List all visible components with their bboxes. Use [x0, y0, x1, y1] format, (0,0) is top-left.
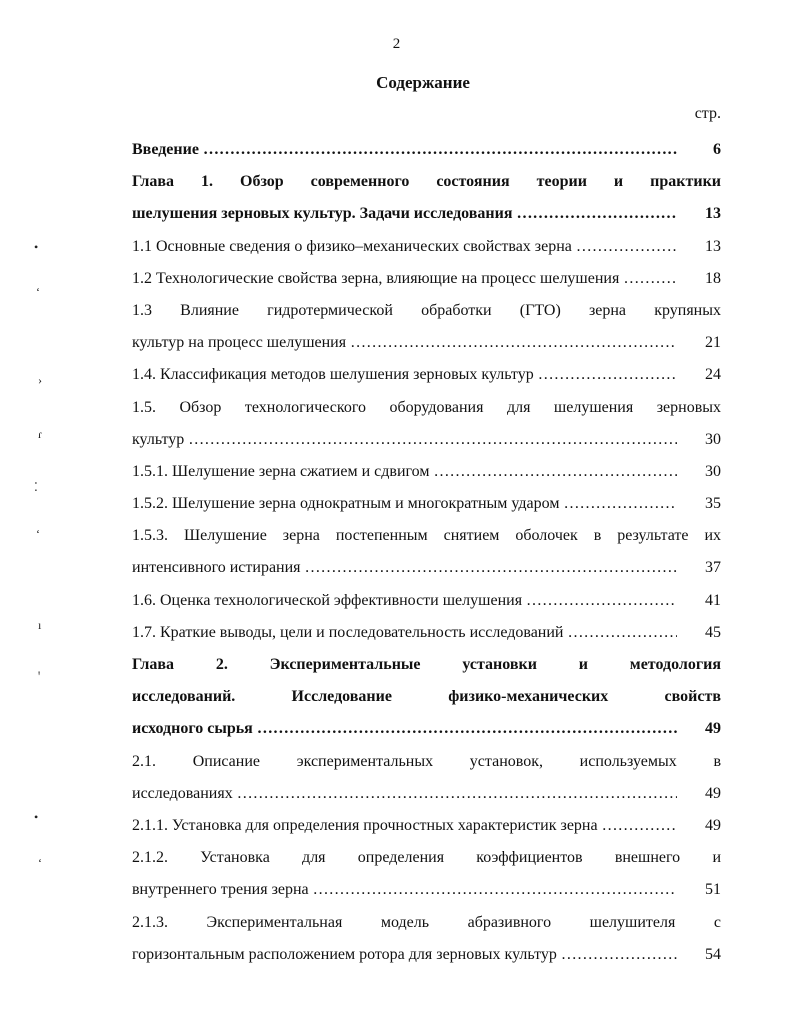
scan-speck: ‘ [36, 285, 40, 299]
toc-entry-text: 1.5.3. Шелушение зерна постепенным снятием оболочек в результате их [132, 527, 721, 545]
toc-entry-text: 1.5.2. Шелушение зерна однократным и многократным ударом …………………………………………………………………………………………………………………………………… [132, 488, 677, 520]
toc-line [132, 649, 721, 681]
toc-line [132, 778, 721, 810]
toc-line [132, 713, 721, 745]
table-of-contents [132, 134, 721, 971]
toc-entry-text: культур …………………………………………………………………………………………………………………………………… [132, 424, 677, 456]
toc-entry-text: Введение …………………………………………………………………………………………………………………………………… [132, 134, 677, 166]
toc-page-number: 49 [705, 784, 721, 802]
toc-entry-text: исследованиях …………………………………………………………………………………………………………………………………… [132, 778, 677, 810]
toc-entry-text: Глава 1. Обзор современного состояния теории и практики [132, 173, 721, 191]
toc-page-number: 49 [705, 816, 721, 834]
toc-page-number: 45 [705, 623, 721, 641]
toc-entry-text: 1.4. Классификация методов шелушения зерновых культур …………………………………………………………………………………………………………………………………… [132, 359, 677, 391]
toc-entry-text: 2.1. Описание экспериментальных установок, используемых в [132, 752, 721, 770]
toc-line [132, 681, 721, 713]
toc-line [132, 874, 721, 906]
toc-line [132, 231, 721, 263]
toc-entry-text: Глава 2. Экспериментальные установки и методология [132, 656, 721, 673]
toc-line [132, 520, 721, 552]
toc-page-number: 24 [705, 366, 721, 384]
toc-entry-text: интенсивного истирания …………………………………………………………………………………………………………………………………… [132, 552, 677, 584]
toc-entry-text: исходного сырья …………………………………………………………………………………………………………………………………… [132, 713, 677, 745]
page-title: Содержание [376, 73, 470, 92]
toc-line [132, 166, 721, 198]
toc-entry-text: исследований. Исследование физико-механических свойств [132, 688, 721, 706]
toc-line [132, 456, 721, 488]
toc-page-number: 13 [705, 237, 721, 255]
toc-entry-text: внутреннего трения зерна …………………………………………………………………………………………………………………………………… [132, 874, 677, 906]
toc-line [132, 359, 721, 391]
toc-line [132, 327, 721, 359]
toc-page-number: 49 [705, 720, 721, 738]
toc-page-number: 54 [705, 945, 721, 963]
toc-line [132, 424, 721, 456]
toc-page-number: 6 [713, 141, 721, 158]
toc-line [132, 295, 721, 327]
toc-entry-text: шелушения зерновых культур. Задачи исследования …………………………………………………………………………………………………………………………………… [132, 198, 677, 230]
toc-entry-text: 1.5. Обзор технологического оборудования для шелушения зерновых [132, 398, 721, 416]
toc-page-number: 41 [705, 591, 721, 609]
scan-speck: • [34, 240, 39, 254]
toc-line [132, 198, 721, 230]
scan-speck: ⁚ [34, 480, 38, 494]
toc-entry-text: 2.1.3. Экспериментальная модель абразивного шелушителя с [132, 913, 721, 931]
toc-page-number: 37 [705, 559, 721, 577]
toc-entry-text: горизонтальным расположением ротора для зерновых культур …………………………………………………………………………………………………………………………………… [132, 939, 677, 971]
toc-line [132, 134, 721, 166]
toc-line [132, 392, 721, 424]
page-column-label: стр. [694, 105, 721, 122]
toc-line [132, 263, 721, 295]
toc-line [132, 939, 721, 971]
toc-entry-text: 1.3 Влияние гидротермической обработки (ГТО) зерна крупяных [132, 301, 721, 319]
scan-speck: ɾ [38, 427, 42, 441]
toc-entry-text: 1.7. Краткие выводы, цели и последовательность исследований …………………………………………………………………………………………………………………………………… [132, 617, 677, 649]
scan-speck: ‘ [38, 856, 42, 870]
scan-speck: ‘ [36, 527, 40, 541]
toc-entry-text: 1.1 Основные сведения о физико–механических свойствах зерна …………………………………………………………………………………………………………………………………… [132, 231, 677, 263]
toc-entry-text: 1.2 Технологические свойства зерна, влияющие на процесс шелушения …………………………………………………………………………………………………………………………………… [132, 263, 677, 295]
scan-speck: • [34, 810, 39, 824]
scan-speck: › [38, 373, 42, 387]
toc-line [132, 842, 721, 874]
toc-page-number: 35 [705, 495, 721, 513]
toc-line [132, 585, 721, 617]
toc-line [132, 617, 721, 649]
toc-line [132, 488, 721, 520]
toc-entry-text: 2.1.1. Установка для определения прочностных характеристик зерна …………………………………………………………………………………………………………………………………… [132, 810, 677, 842]
toc-line [132, 552, 721, 584]
toc-line [132, 810, 721, 842]
toc-page-number: 21 [705, 334, 721, 352]
toc-page-number: 18 [705, 269, 721, 287]
toc-page-number: 13 [705, 205, 721, 223]
toc-entry-text: 1.5.1. Шелушение зерна сжатием и сдвигом …………………………………………………………………………………………………………………………………… [132, 456, 677, 488]
scan-speck: ꞌ [38, 668, 41, 682]
toc-entry-text: 2.1.2. Установка для определения коэффициентов внешнего и [132, 849, 721, 867]
toc-entry-text: 1.6. Оценка технологической эффективности шелушения …………………………………………………………………………………………………………………………………… [132, 585, 677, 617]
scan-speck: ı [38, 618, 42, 632]
page-number: 2 [392, 36, 401, 52]
toc-page-number: 30 [705, 462, 721, 480]
toc-page-number: 51 [705, 881, 721, 899]
toc-page-number: 30 [705, 430, 721, 448]
toc-line [132, 907, 721, 939]
toc-entry-text: культур на процесс шелушения …………………………………………………………………………………………………………………………………… [132, 327, 677, 359]
toc-line [132, 746, 721, 778]
